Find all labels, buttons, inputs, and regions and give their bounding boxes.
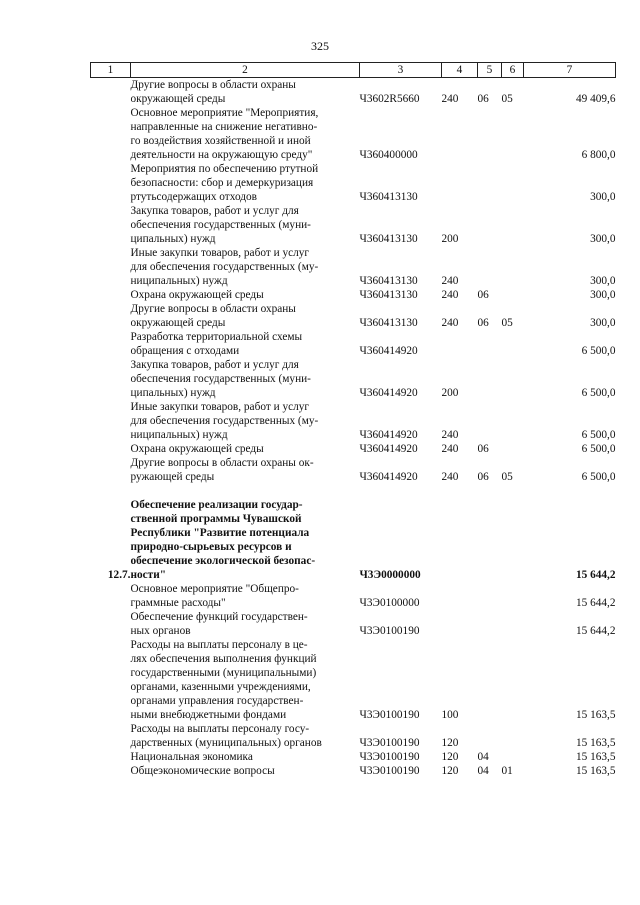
column-header: 3 [360, 63, 442, 78]
row-name-line: Основное мероприятие "Общепро- [130, 583, 299, 595]
subsection [502, 162, 524, 204]
row-number [91, 288, 131, 302]
expense-type [442, 610, 478, 638]
row-name-line: Закупка товаров, работ и услуг для [130, 359, 299, 371]
table-body [91, 78, 616, 779]
row-name-line: направленные на снижение негативно- [130, 121, 318, 133]
expense-type: 240 [441, 317, 459, 329]
expense-type: 240 [441, 443, 459, 455]
row-name-line: органами управления государствен- [130, 695, 304, 707]
row-number [91, 456, 131, 484]
expense-type [442, 498, 478, 582]
table-row [91, 400, 616, 442]
row-name-line: Другие вопросы в области охраны [130, 303, 296, 315]
expense-type: 240 [441, 275, 459, 287]
row-number [91, 638, 131, 722]
row-name-line: обеспечения государственных (муни- [130, 219, 311, 231]
subsection [502, 722, 524, 750]
amount: 6 500,0 [581, 429, 616, 441]
table-row [91, 456, 616, 484]
target-code: Ч3Э0100190 [359, 765, 420, 777]
row-name-line: обращения с отходами [130, 345, 240, 357]
row-name [131, 204, 360, 246]
row-name-line: лях обеспечения выполнения функций [130, 653, 317, 665]
row-name-line: ртутьсодержащих отходов [130, 191, 258, 203]
column-header: 2 [131, 63, 360, 78]
row-name-line: окружающей среды [130, 317, 226, 329]
row-name [131, 330, 360, 358]
row-name-line: Обеспечение функций государствен- [130, 611, 308, 623]
amount: 6 500,0 [581, 471, 616, 483]
row-name-line: Охрана окружающей среды [130, 443, 264, 455]
target-code: Ч360413130 [359, 317, 418, 329]
target-code: Ч3Э0100190 [359, 709, 420, 721]
row-name [131, 106, 360, 162]
subsection [502, 330, 524, 358]
row-name-line: безопасности: сбор и демеркуризация [130, 177, 314, 189]
target-code: Ч360414920 [359, 387, 418, 399]
expense-type: 120 [441, 737, 459, 749]
row-number [91, 106, 131, 162]
row-name-line: Охрана окружающей среды [130, 289, 264, 301]
row-name [131, 610, 360, 638]
subsection: 05 [501, 317, 513, 329]
row-number [91, 78, 131, 107]
section [478, 638, 502, 722]
subsection [502, 204, 524, 246]
target-code: Ч360413130 [359, 289, 418, 301]
column-header: 7 [524, 63, 616, 78]
expense-type [442, 106, 478, 162]
row-name [131, 288, 360, 302]
row-name-line: ружающей среды [130, 471, 215, 483]
table-row [91, 302, 616, 330]
amount: 300,0 [590, 191, 616, 203]
column-header: 5 [478, 63, 502, 78]
section [478, 498, 502, 582]
row-number [91, 246, 131, 288]
row-name [131, 764, 360, 778]
row-name-line: для обеспечения государственных (му- [130, 415, 319, 427]
amount: 15 163,5 [575, 751, 616, 763]
row-number [91, 162, 131, 204]
target-code: Ч360400000 [359, 149, 418, 161]
amount: 15 644,2 [575, 597, 616, 609]
row-name [131, 302, 360, 330]
table-row [91, 162, 616, 204]
expense-type: 240 [441, 429, 459, 441]
row-number: 12.7. [107, 569, 131, 581]
section [478, 330, 502, 358]
expense-type: 240 [441, 93, 459, 105]
row-name [131, 442, 360, 456]
row-name [131, 358, 360, 400]
amount: 15 644,2 [575, 625, 616, 637]
table-row [91, 610, 616, 638]
row-name-line: Республики "Развитие потенциала [130, 527, 310, 539]
row-name-line: ниципальных) нужд [130, 275, 228, 287]
column-header: 1 [91, 63, 131, 78]
section [478, 162, 502, 204]
section [478, 106, 502, 162]
row-name-line: го воздействия хозяйственной и иной [130, 135, 311, 147]
subsection [502, 442, 524, 456]
expense-type: 200 [441, 233, 459, 245]
column-header: 6 [502, 63, 524, 78]
subsection: 05 [501, 471, 513, 483]
row-name [131, 78, 360, 107]
row-number [91, 764, 131, 778]
row-name-line: органами, казенными учреждениями, [130, 681, 311, 693]
expense-type: 240 [441, 471, 459, 483]
budget-table [90, 62, 616, 778]
amount: 300,0 [590, 275, 616, 287]
section: 06 [477, 317, 489, 329]
target-code: Ч3Э0100190 [359, 751, 420, 763]
amount: 300,0 [590, 317, 616, 329]
table-row [91, 358, 616, 400]
amount: 6 500,0 [581, 345, 616, 357]
table-row [91, 722, 616, 750]
section: 04 [477, 751, 489, 763]
target-code: Ч360413130 [359, 275, 418, 287]
row-name-line: для обеспечения государственных (му- [130, 261, 319, 273]
subsection [502, 582, 524, 610]
row-name-line: ственной программы Чувашской [130, 513, 302, 525]
spacer-cell [91, 484, 616, 498]
expense-type [442, 582, 478, 610]
row-name-line: окружающей среды [130, 93, 226, 105]
row-name-line: Другие вопросы в области охраны [130, 79, 296, 91]
amount: 6 500,0 [581, 387, 616, 399]
section [478, 722, 502, 750]
table-row [91, 764, 616, 778]
row-name-line: граммные расходы" [130, 597, 226, 609]
expense-type [442, 162, 478, 204]
row-number [91, 358, 131, 400]
row-number [91, 204, 131, 246]
row-name-line: Мероприятия по обеспечению ртутной [130, 163, 319, 175]
target-code: Ч360413130 [359, 233, 418, 245]
target-code: Ч360414920 [359, 471, 418, 483]
amount: 15 163,5 [575, 737, 616, 749]
table-row [91, 750, 616, 764]
target-code: Ч3602R5660 [359, 93, 420, 105]
subsection [502, 358, 524, 400]
table-row [91, 582, 616, 610]
amount: 6 800,0 [581, 149, 616, 161]
row-name [131, 582, 360, 610]
row-name-line: ными внебюджетными фондами [130, 709, 287, 721]
subsection [502, 288, 524, 302]
row-name [131, 456, 360, 484]
expense-type: 120 [441, 765, 459, 777]
section: 06 [477, 289, 489, 301]
subsection [502, 246, 524, 288]
row-name-line: Обеспечение реализации государ- [130, 499, 303, 511]
subsection [502, 106, 524, 162]
subsection [502, 750, 524, 764]
row-number [91, 610, 131, 638]
target-code: Ч3Э0000000 [359, 569, 421, 581]
row-number [91, 750, 131, 764]
row-name-line: обеспечения государственных (муни- [130, 373, 311, 385]
expense-type: 100 [441, 709, 459, 721]
target-code: Ч360414920 [359, 443, 418, 455]
subsection: 05 [501, 93, 513, 105]
subsection [502, 638, 524, 722]
row-name-line: обеспечение экологической безопас- [130, 555, 316, 567]
column-header: 4 [442, 63, 478, 78]
table-row [91, 498, 616, 582]
target-code: Ч3Э0100190 [359, 625, 420, 637]
table-row [91, 442, 616, 456]
amount: 15 163,5 [575, 765, 616, 777]
section: 04 [477, 765, 489, 777]
amount: 6 500,0 [581, 443, 616, 455]
amount: 300,0 [590, 233, 616, 245]
target-code: Ч360414920 [359, 345, 418, 357]
row-name [131, 162, 360, 204]
subsection [502, 498, 524, 582]
page-number: 325 [311, 39, 329, 53]
row-name-line: ности" [130, 569, 167, 581]
amount: 15 163,5 [575, 709, 616, 721]
table-row [91, 330, 616, 358]
row-name-line: Общеэкономические вопросы [130, 765, 275, 777]
expense-type: 120 [441, 751, 459, 763]
row-number [91, 330, 131, 358]
row-name-line: Другие вопросы в области охраны ок- [130, 457, 314, 469]
row-name-line: ципальных) нужд [130, 387, 216, 399]
row-name-line: Основное мероприятие "Мероприятия, [130, 107, 319, 119]
expense-type: 200 [441, 387, 459, 399]
target-code: Ч3Э0100000 [359, 597, 420, 609]
row-name-line: Расходы на выплаты персоналу в це- [130, 639, 308, 651]
amount: 300,0 [590, 289, 616, 301]
column-number-row [91, 63, 616, 78]
row-name [131, 400, 360, 442]
row-name [131, 498, 360, 582]
expense-type: 240 [441, 289, 459, 301]
row-name [131, 750, 360, 764]
row-name-line: Иные закупки товаров, работ и услуг [130, 247, 310, 259]
row-name-line: Расходы на выплаты персоналу госу- [130, 723, 310, 735]
section [478, 400, 502, 442]
row-name-line: Иные закупки товаров, работ и услуг [130, 401, 310, 413]
section [478, 582, 502, 610]
row-name [131, 246, 360, 288]
section: 06 [477, 93, 489, 105]
table-row [91, 204, 616, 246]
row-name-line: Национальная экономика [130, 751, 253, 763]
section [478, 610, 502, 638]
section [478, 204, 502, 246]
row-name-line: государственными (муниципальными) [130, 667, 317, 679]
table-row [91, 106, 616, 162]
subsection: 01 [501, 765, 513, 777]
row-name-line: деятельности на окружающую среду" [130, 149, 313, 161]
table-row [91, 288, 616, 302]
row-name-line: ципальных) нужд [130, 233, 216, 245]
subsection [502, 610, 524, 638]
expense-type [442, 330, 478, 358]
row-name-line: ниципальных) нужд [130, 429, 228, 441]
row-name-line: дарственных (муниципальных) органов [130, 737, 322, 749]
target-code: Ч360414920 [359, 429, 418, 441]
section [478, 246, 502, 288]
amount: 49 409,6 [575, 93, 616, 105]
section: 06 [477, 443, 489, 455]
spacer-row [91, 484, 616, 498]
subsection [502, 400, 524, 442]
row-number [91, 400, 131, 442]
table-row [91, 246, 616, 288]
target-code: Ч3Э0100190 [359, 737, 420, 749]
row-number [91, 442, 131, 456]
amount: 15 644,2 [575, 569, 616, 581]
row-name-line: Разработка территориальной схемы [130, 331, 303, 343]
row-name-line: ных органов [130, 625, 191, 637]
table-row [91, 78, 616, 107]
table-row [91, 638, 616, 722]
row-number [91, 302, 131, 330]
row-name [131, 722, 360, 750]
target-code: Ч360413130 [359, 191, 418, 203]
row-number [91, 582, 131, 610]
section [478, 358, 502, 400]
section: 06 [477, 471, 489, 483]
row-name [131, 638, 360, 722]
row-name-line: природно-сырьевых ресурсов и [130, 541, 292, 553]
row-number [91, 722, 131, 750]
row-name-line: Закупка товаров, работ и услуг для [130, 205, 299, 217]
